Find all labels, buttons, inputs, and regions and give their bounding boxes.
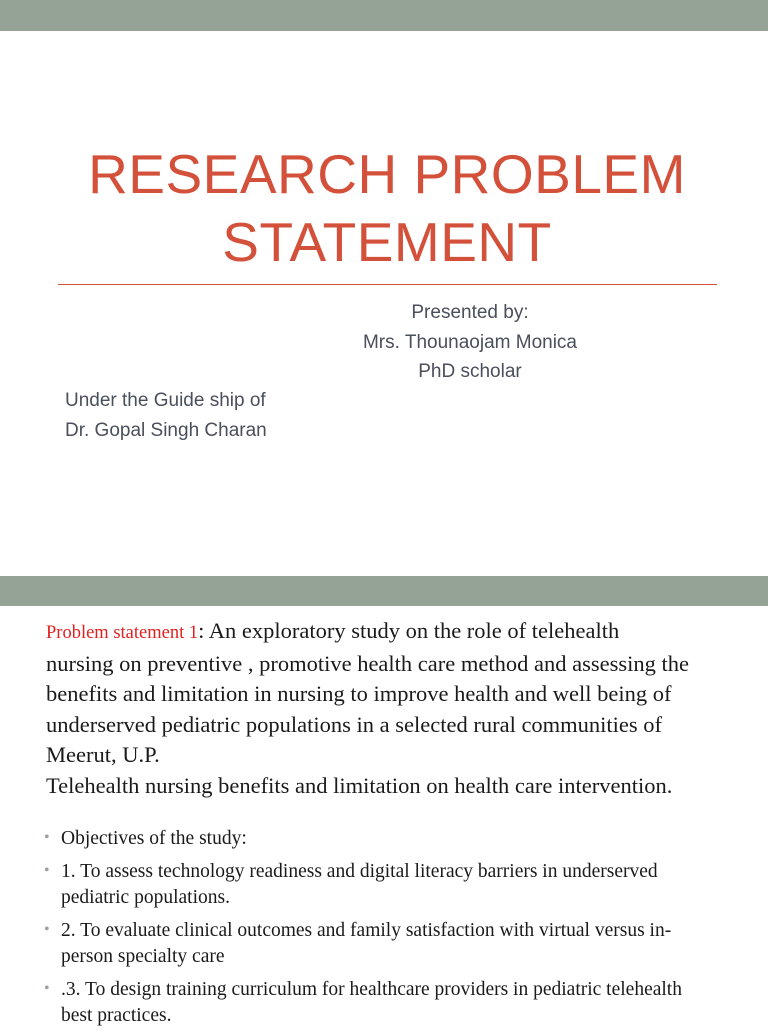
objective-line: best practices. <box>61 1005 172 1026</box>
guide-label: Under the Guide ship of <box>65 390 266 411</box>
slide-separator-band <box>0 576 768 606</box>
title-divider <box>58 284 717 285</box>
title-line-1: RESEARCH PROBLEM <box>88 143 686 205</box>
objectives-list <box>44 826 724 1036</box>
objective-heading: Objectives of the study: <box>61 828 247 849</box>
objective-line: 1. To assess technology readiness and digital literacy barriers in underserved <box>61 861 658 882</box>
presenter-role: PhD scholar <box>418 361 522 382</box>
title-line-2: STATEMENT <box>222 211 552 273</box>
bullet-icon: • <box>44 829 50 846</box>
bullet-icon: • <box>44 921 50 938</box>
list-item <box>44 918 724 970</box>
guide-name: Dr. Gopal Singh Charan <box>65 420 267 441</box>
problem-line: benefits and limitation in nursing to improve health and well being of <box>46 681 672 707</box>
problem-line: underserved pediatric populations in a selected rural communities of <box>46 711 663 737</box>
problem-text: : An exploratory study on the role of telehealth <box>198 618 620 643</box>
objective-line: pediatric populations. <box>61 887 230 908</box>
presenter-name: Mrs. Thounaojam Monica <box>362 331 578 353</box>
list-item <box>44 826 724 852</box>
problem-line: Telehealth nursing benefits and limitation on health care intervention. <box>46 772 673 798</box>
problem-line: nursing on preventive , promotive health care method and assessing the <box>46 650 689 676</box>
problem-statement <box>46 616 746 802</box>
problem-line <box>46 616 746 649</box>
bullet-icon: • <box>44 862 50 879</box>
objective-line: person specialty care <box>61 946 225 967</box>
presented-by-label: Presented by: <box>411 302 529 323</box>
objective-line: 2. To evaluate clinical outcomes and family satisfaction with virtual versus in- <box>61 920 672 941</box>
objective-line: .3. To design training curriculum for healthcare providers in pediatric telehealth <box>61 979 682 1000</box>
list-item <box>44 859 724 911</box>
top-accent-band <box>0 0 768 31</box>
problem-statement-label: Problem statement 1 <box>46 623 199 643</box>
guide-block <box>65 386 267 446</box>
presenter-block <box>340 298 600 387</box>
bullet-icon: • <box>44 980 50 997</box>
problem-line: Meerut, U.P. <box>46 742 160 768</box>
slide-title <box>40 140 734 276</box>
list-item <box>44 977 724 1029</box>
